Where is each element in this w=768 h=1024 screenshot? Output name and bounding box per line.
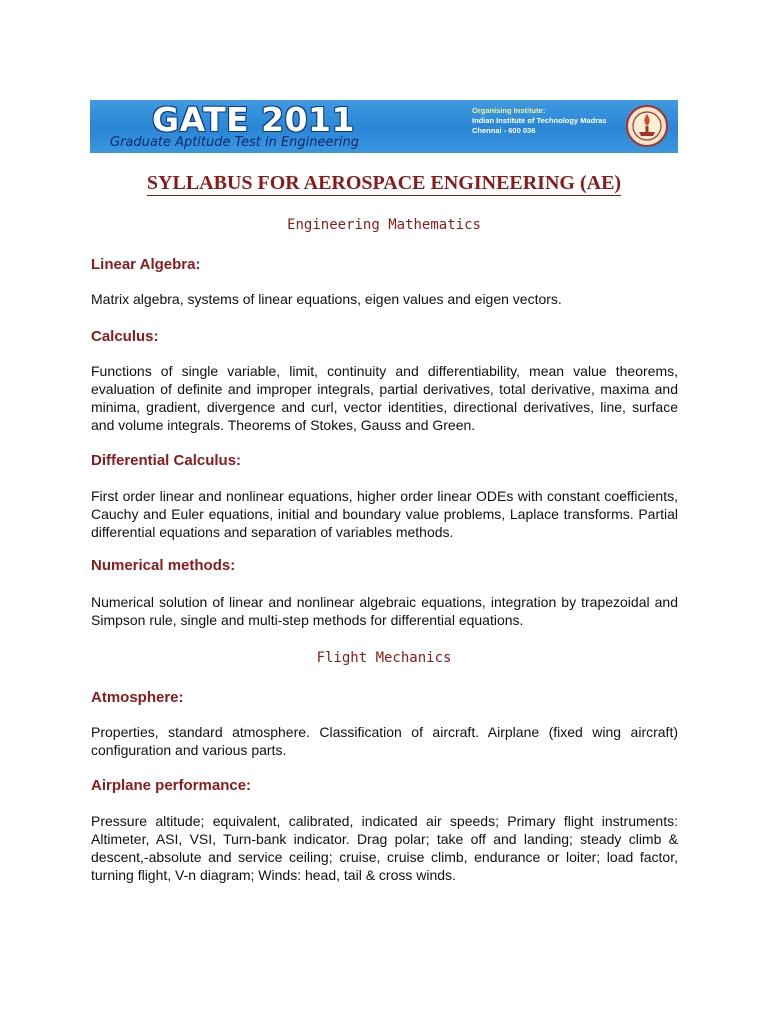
topic-heading-differential-calculus: Differential Calculus: (91, 452, 242, 469)
section-heading-flight-mechanics: Flight Mechanics (316, 650, 452, 666)
topic-body-atmosphere: Properties, standard atmosphere. Classification of aircraft. Airplane (fixed wing aircraft) configuration and various parts. (91, 724, 678, 758)
org-name: Indian Institute of Technology Madras (472, 116, 607, 125)
topic-body-calculus: Functions of single variable, limit, continuity and differentiability, mean value theorems, evaluation of definite and improper integrals, partial derivatives, total derivative, maxima and minima, gradient, divergence and curl, vector identities, directional derivatives, line, surface and volume integrals. Theorems of Stokes, Gauss and Green. (91, 363, 678, 433)
topic-heading-airplane-performance: Airplane performance: (91, 777, 252, 794)
topic-body-differential-calculus: First order linear and nonlinear equations, higher order linear ODEs with constant coefficients, Cauchy and Euler equations, initial and boundary value problems, Laplace transforms. Partial differential equations and separation of variables methods. (91, 488, 678, 540)
banner-subtitle: Graduate Aptitude Test in Engineering (110, 135, 359, 150)
topic-heading-linear-algebra: Linear Algebra: (91, 256, 201, 273)
page-title (0, 172, 768, 195)
topic-heading-calculus: Calculus: (91, 328, 159, 345)
topic-body-airplane-performance: Pressure altitude; equivalent, calibrated, indicated air speeds; Primary flight instruments: Altimeter, ASI, VSI, Turn-bank indicator. Drag polar; take off and landing; steady climb & descent,-absolute and service ceiling; cruise, cruise climb, endurance or loiter; load factor, turning flight, V-n diagram; Winds: head, tail & cross winds. (91, 813, 678, 883)
topic-body-numerical-methods: Numerical solution of linear and nonlinear algebraic equations, integration by trapezoidal and Simpson rule, single and multi-step methods for differential equations. (91, 594, 678, 628)
org-address: Chennai - 600 036 (472, 126, 536, 135)
page-title-text: SYLLABUS FOR AEROSPACE ENGINEERING (AE) (146, 172, 622, 194)
topic-heading-numerical-methods: Numerical methods: (91, 557, 236, 574)
banner-title: GATE 2011 (152, 100, 355, 139)
topic-body-linear-algebra: Matrix algebra, systems of linear equations, eigen values and eigen vectors. (91, 291, 562, 307)
gate-banner (90, 100, 678, 153)
organising-institute (472, 106, 622, 136)
org-heading: Organising Institute: (472, 106, 546, 115)
topic-heading-atmosphere: Atmosphere: (91, 689, 184, 706)
section-heading-engineering-mathematics: Engineering Mathematics (287, 217, 481, 233)
iit-madras-seal-icon (626, 105, 668, 147)
